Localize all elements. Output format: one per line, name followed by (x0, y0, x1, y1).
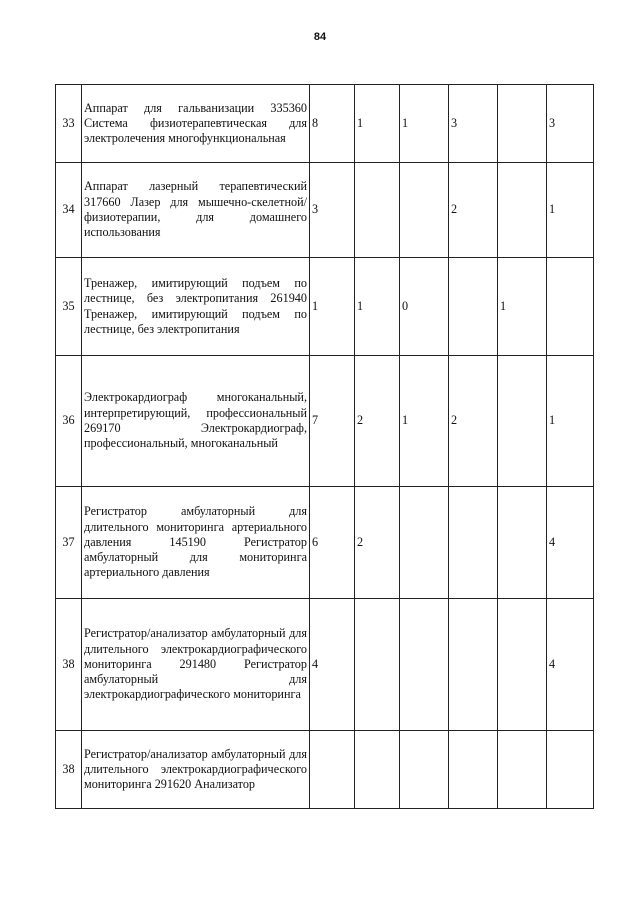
row-number: 36 (56, 356, 82, 487)
value-cell: 1 (355, 258, 400, 356)
value-cell: 1 (547, 356, 594, 487)
value-cell (355, 599, 400, 731)
row-number: 35 (56, 258, 82, 356)
row-number: 33 (56, 85, 82, 163)
row-description: Тренажер, имитирующий подъем по лестнице, без электропитания 261940 Тренажер, имитирующий подъем по лестнице, без электропитания (82, 258, 310, 356)
value-cell: 6 (310, 487, 355, 599)
value-cell: 2 (355, 356, 400, 487)
value-cell: 4 (547, 487, 594, 599)
value-cell (400, 731, 449, 809)
table-row (56, 487, 594, 599)
row-number: 38 (56, 599, 82, 731)
value-cell: 1 (547, 163, 594, 258)
row-description: Аппарат лазерный терапевтический 317660 Лазер для мышечно-скелетной/физиотерапии, для домашнего использования (82, 163, 310, 258)
table-row (56, 258, 594, 356)
row-number: 37 (56, 487, 82, 599)
table-row (56, 599, 594, 731)
value-cell: 1 (498, 258, 547, 356)
value-cell (498, 731, 547, 809)
row-number: 38 (56, 731, 82, 809)
value-cell (355, 163, 400, 258)
value-cell: 1 (310, 258, 355, 356)
value-cell: 2 (449, 163, 498, 258)
page-number: 84 (313, 31, 327, 43)
value-cell (498, 599, 547, 731)
table-row (56, 731, 594, 809)
value-cell: 1 (400, 85, 449, 163)
row-description: Электрокардиограф многоканальный, интерпретирующий, профессиональный 269170 Электрокардиограф, профессиональный, многоканальный (82, 356, 310, 487)
value-cell: 7 (310, 356, 355, 487)
value-cell (449, 258, 498, 356)
value-cell: 3 (449, 85, 498, 163)
value-cell (400, 599, 449, 731)
equipment-table (55, 84, 594, 809)
row-description: Регистратор/анализатор амбулаторный для длительного электрокардиографического мониторинга 291620 Анализатор (82, 731, 310, 809)
value-cell: 2 (355, 487, 400, 599)
value-cell (498, 85, 547, 163)
value-cell (400, 163, 449, 258)
value-cell (355, 731, 400, 809)
value-cell (400, 487, 449, 599)
table-row (56, 85, 594, 163)
table-row (56, 356, 594, 487)
value-cell: 4 (547, 599, 594, 731)
table-body (56, 85, 594, 809)
value-cell (498, 356, 547, 487)
value-cell: 2 (449, 356, 498, 487)
row-number: 34 (56, 163, 82, 258)
value-cell: 1 (400, 356, 449, 487)
value-cell (547, 731, 594, 809)
value-cell (449, 487, 498, 599)
row-description: Регистратор/анализатор амбулаторный для длительного электрокардиографического мониторинга 291480 Регистратор амбулаторный для электрокардиографического мониторинга (82, 599, 310, 731)
value-cell (498, 487, 547, 599)
value-cell (449, 731, 498, 809)
row-description: Аппарат для гальванизации 335360 Система физиотерапевтическая для электролечения многофункциональная (82, 85, 310, 163)
value-cell (310, 731, 355, 809)
value-cell: 3 (547, 85, 594, 163)
value-cell (498, 163, 547, 258)
value-cell (449, 599, 498, 731)
value-cell: 1 (355, 85, 400, 163)
value-cell: 4 (310, 599, 355, 731)
row-description: Регистратор амбулаторный для длительного мониторинга артериального давления 145190 Регистратор амбулаторный для мониторинга артериального давления (82, 487, 310, 599)
table-row (56, 163, 594, 258)
value-cell: 3 (310, 163, 355, 258)
value-cell (547, 258, 594, 356)
value-cell: 8 (310, 85, 355, 163)
value-cell: 0 (400, 258, 449, 356)
